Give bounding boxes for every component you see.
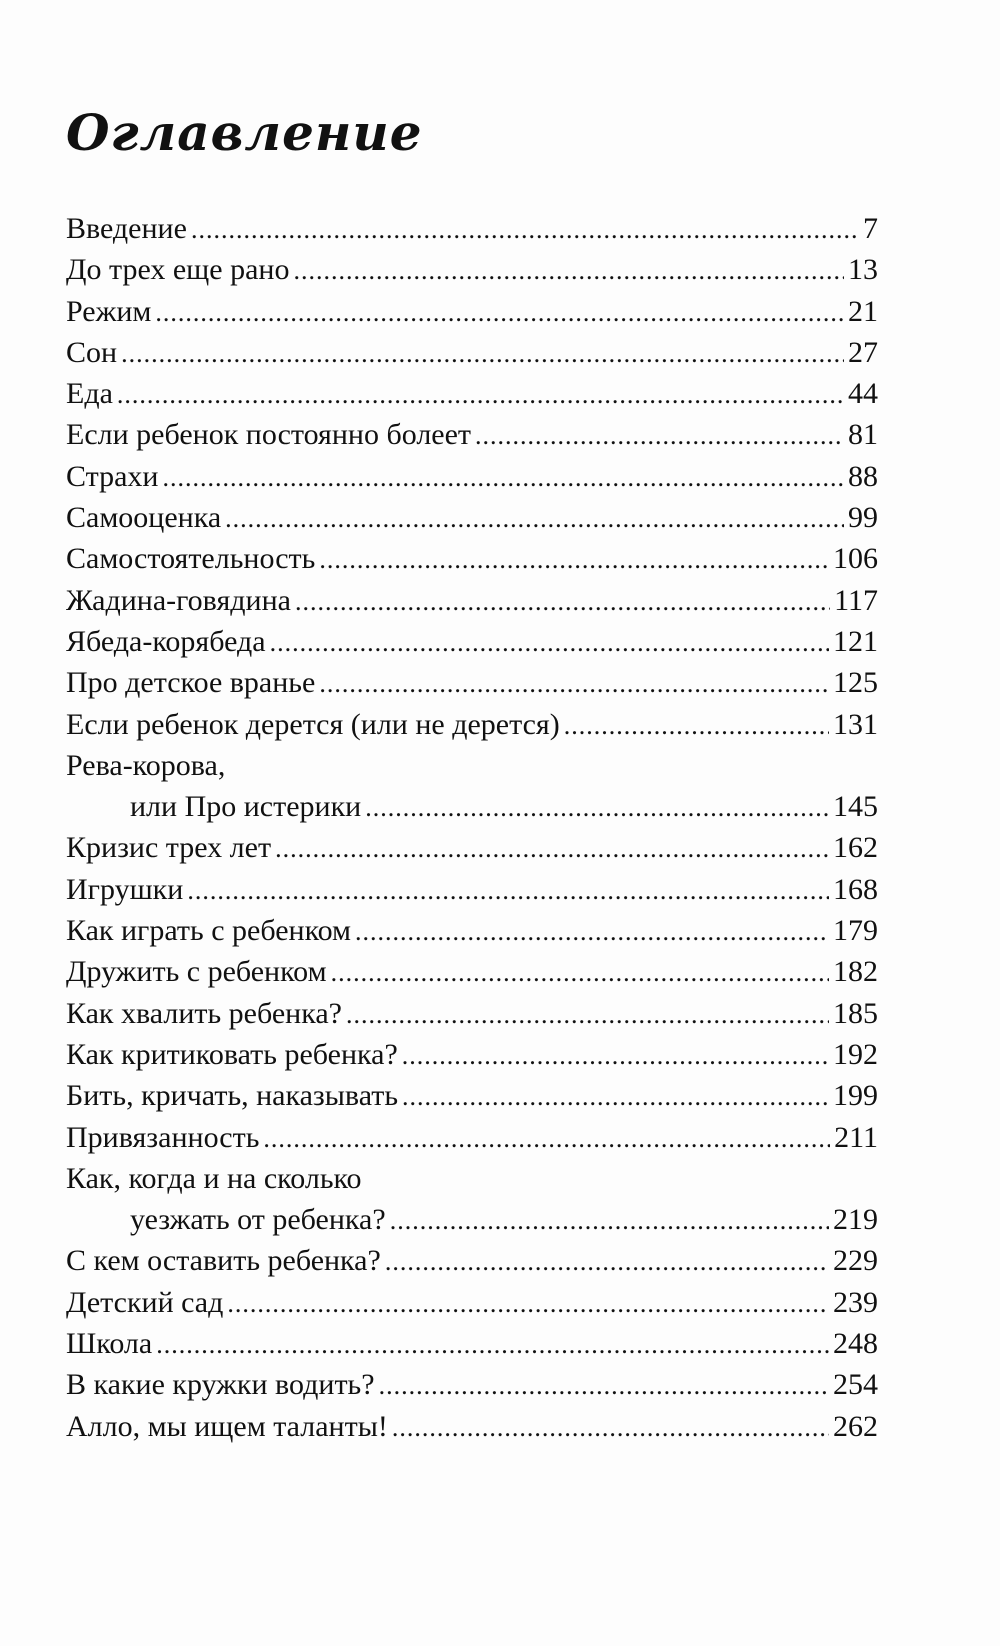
toc-entry-label: До трех еще рано xyxy=(66,253,290,287)
toc-entry-page: 121 xyxy=(833,624,878,658)
toc-entry xyxy=(66,291,878,332)
toc-entry-label: Как хвалить ребенка? xyxy=(66,996,342,1030)
toc-entry-label: С кем оставить ребенка? xyxy=(66,1244,381,1278)
toc-entry-page: 162 xyxy=(833,831,878,865)
toc-entry xyxy=(66,1282,878,1323)
toc-entry-page: 145 xyxy=(833,790,878,824)
toc-entry-page: 44 xyxy=(848,377,878,411)
toc-entry xyxy=(66,704,878,745)
toc-entry xyxy=(66,1117,878,1158)
toc-entry xyxy=(66,1406,878,1447)
toc-entry-page: 262 xyxy=(833,1409,878,1443)
dot-leader xyxy=(117,374,844,415)
toc-entry-label: Если ребенок постоянно болеет xyxy=(66,418,472,452)
toc-entry xyxy=(66,1240,878,1281)
toc-entry xyxy=(66,869,878,910)
toc-entry xyxy=(66,373,878,414)
toc-entry-label: Про детское вранье xyxy=(66,666,316,700)
dot-leader xyxy=(187,870,829,911)
dot-leader xyxy=(402,1076,829,1117)
toc-entry-page: 88 xyxy=(848,459,878,493)
dot-leader xyxy=(295,581,830,622)
toc-entry-label: Школа xyxy=(66,1327,153,1361)
toc-entry-label: Кризис трех лет xyxy=(66,831,272,865)
toc-entry-page: 219 xyxy=(833,1203,878,1237)
dot-leader xyxy=(270,622,829,663)
toc-entry-label: уезжать от ребенка? xyxy=(130,1203,386,1237)
dot-leader xyxy=(293,250,844,291)
dot-leader xyxy=(402,1035,829,1076)
toc-entry-page: 182 xyxy=(833,955,878,989)
toc-entry xyxy=(66,786,878,827)
toc-entry-page: 248 xyxy=(833,1327,878,1361)
toc-entry xyxy=(66,414,878,455)
toc-entry-page: 168 xyxy=(833,872,878,906)
toc-entry xyxy=(66,662,878,703)
dot-leader xyxy=(225,498,844,539)
toc-entry-label: Еда xyxy=(66,377,113,411)
toc-entry-label: или Про истерики xyxy=(130,790,362,824)
toc-entry-label: Как играть с ребенком xyxy=(66,914,352,948)
dot-leader xyxy=(263,1118,830,1159)
toc-entry-page: 7 xyxy=(863,212,878,245)
toc-entry-page: 185 xyxy=(833,996,878,1030)
page-title: Оглавление xyxy=(66,103,423,162)
toc-entry-label: Алло, мы ищем таланты! xyxy=(66,1409,388,1443)
toc-entry-label: Сон xyxy=(66,335,118,369)
toc-entry-page: 179 xyxy=(833,914,878,948)
dot-leader xyxy=(392,1407,829,1448)
toc-entry-page: 21 xyxy=(848,294,878,328)
toc-entry-label: Самостоятельность xyxy=(66,542,316,576)
toc-entry-label: Ябеда-корябеда xyxy=(66,624,266,658)
toc-entry xyxy=(66,580,878,621)
toc-entry-label: Страхи xyxy=(66,459,159,493)
toc-entry-label: Режим xyxy=(66,294,152,328)
toc-entry-label: Рева-корова, xyxy=(66,748,226,782)
toc-entry xyxy=(66,1323,878,1364)
toc-entry-page: 106 xyxy=(833,542,878,576)
toc-entry-label: Бить, кричать, наказывать xyxy=(66,1079,399,1113)
toc-entry-page: 13 xyxy=(848,253,878,287)
toc-entry-page: 131 xyxy=(833,707,878,741)
table-of-contents xyxy=(66,208,878,1447)
toc-entry-label: Введение xyxy=(66,212,187,245)
toc-entry-label: Самооценка xyxy=(66,501,222,535)
toc-entry-page: 99 xyxy=(848,501,878,535)
dot-leader xyxy=(475,415,844,456)
dot-leader xyxy=(155,292,844,333)
toc-entry-page: 199 xyxy=(833,1079,878,1113)
dot-leader xyxy=(191,209,859,250)
toc-entry-label: Жадина-говядина xyxy=(66,583,291,617)
toc-entry xyxy=(66,1364,878,1405)
dot-leader xyxy=(156,1324,829,1365)
toc-entry-page: 239 xyxy=(833,1285,878,1319)
toc-entry-label: Привязанность xyxy=(66,1120,260,1154)
toc-entry-label: В какие кружки водить? xyxy=(66,1368,375,1402)
dot-leader xyxy=(227,1283,829,1324)
dot-leader xyxy=(346,994,829,1035)
toc-entry-label: Дружить с ребенком xyxy=(66,955,327,989)
toc-entry xyxy=(66,827,878,868)
toc-entry xyxy=(66,497,878,538)
dot-leader xyxy=(355,911,829,952)
toc-entry-label: Если ребенок дерется (или не дерется) xyxy=(66,707,560,741)
toc-entry xyxy=(66,621,878,662)
toc-entry xyxy=(66,208,878,249)
dot-leader xyxy=(319,663,829,704)
toc-entry-page: 27 xyxy=(848,335,878,369)
toc-entry-page: 125 xyxy=(833,666,878,700)
dot-leader xyxy=(385,1241,829,1282)
toc-entry xyxy=(66,951,878,992)
toc-entry xyxy=(66,1075,878,1116)
toc-entry xyxy=(66,1199,878,1240)
dot-leader xyxy=(275,828,829,869)
dot-leader xyxy=(331,952,829,993)
toc-entry xyxy=(66,1158,878,1199)
dot-leader xyxy=(365,787,829,828)
dot-leader xyxy=(390,1200,829,1241)
toc-entry-label: Детский сад xyxy=(66,1285,224,1319)
toc-entry-page: 117 xyxy=(834,583,878,617)
dot-leader xyxy=(121,333,844,374)
toc-entry xyxy=(66,910,878,951)
toc-entry-page: 192 xyxy=(833,1037,878,1071)
toc-entry xyxy=(66,249,878,290)
toc-entry xyxy=(66,538,878,579)
dot-leader xyxy=(379,1365,829,1406)
toc-entry xyxy=(66,332,878,373)
dot-leader xyxy=(319,539,829,580)
toc-entry-label: Игрушки xyxy=(66,872,184,906)
toc-entry xyxy=(66,745,878,786)
toc-entry-page: 81 xyxy=(848,418,878,452)
toc-entry xyxy=(66,993,878,1034)
dot-leader xyxy=(162,457,844,498)
toc-entry xyxy=(66,1034,878,1075)
toc-entry xyxy=(66,456,878,497)
toc-entry-page: 229 xyxy=(833,1244,878,1278)
toc-entry-page: 211 xyxy=(834,1120,878,1154)
toc-entry-label: Как критиковать ребенка? xyxy=(66,1037,398,1071)
dot-leader xyxy=(564,705,829,746)
toc-entry-label: Как, когда и на сколько xyxy=(66,1161,362,1195)
toc-entry-page: 254 xyxy=(833,1368,878,1402)
